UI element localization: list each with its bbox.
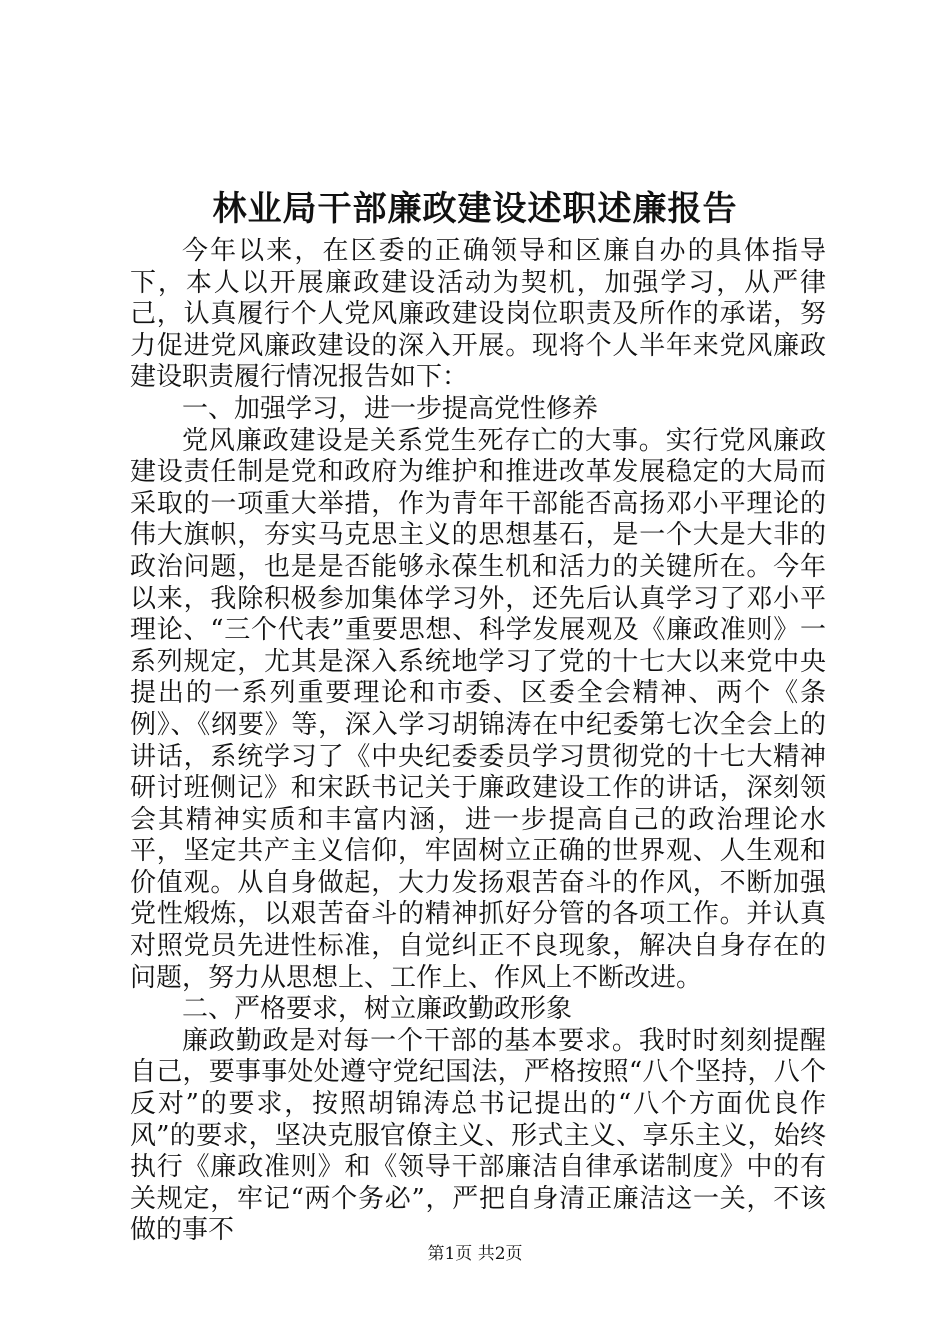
paragraph-intro: 今年以来，在区委的正确领导和区廉自办的具体指导下，本人以开展廉政建设活动为契机，加强学习，从严律己，认真履行个人党风廉政建设岗位职责及所作的承诺，努力促进党风廉政建设的深入开展。现将个人半年来党风廉政建设职责履行情况报告如下： <box>130 236 826 393</box>
page-number-footer: 第1页 共2页 <box>427 1244 523 1264</box>
document-title: 林业局干部廉政建设述职述廉报告 <box>212 189 738 229</box>
paragraph-section-2: 廉政勤政是对每一个干部的基本要求。我时时刻刻提醒自己，要事事处处遵守党纪国法，严格按照“八个坚持，八个反对”的要求，按照胡锦涛总书记提出的“八个方面优良作风”的要求，坚决克服官僚主义、形式主义、享乐主义，始终执行《廉政准则》和《领导干部廉洁自律承诺制度》中的有关规定，牢记“两个务必”，严把自身清正廉洁这一关，不该做的事不 <box>130 1025 826 1246</box>
section-heading-2: 二、严格要求，树立廉政勤政形象 <box>182 994 573 1025</box>
document-body <box>130 236 826 1247</box>
section-heading-1: 一、加强学习，进一步提高党性修养 <box>182 393 599 424</box>
paragraph-section-1: 党风廉政建设是关系党生死存亡的大事。实行党风廉政建设责任制是党和政府为维护和推进改革发展稳定的大局而采取的一项重大举措，作为青年干部能否高扬邓小平理论的伟大旗帜，夯实马克思主义的思想基石，是一个大是大非的政治问题，也是是否能够永葆生机和活力的关键所在。今年以来，我除积极参加集体学习外，还先后认真学习了邓小平理论、“三个代表”重要思想、科学发展观及《廉政准则》一系列规定，尤其是深入系统地学习了党的十七大以来党中央提出的一系列重要理论和市委、区委全会精神、两个《条例》、《纲要》等，深入学习胡锦涛在中纪委第七次全会上的讲话，系统学习了《中央纪委委员学习贯彻党的十七大精神研讨班侧记》和宋跃书记关于廉政建设工作的讲话，深刻领会其精神实质和丰富内涵，进一步提高自己的政治理论水平，坚定共产主义信仰，牢固树立正确的世界观、人生观和价值观。从自身做起，大力发扬艰苦奋斗的作风，不断加强党性煅炼，以艰苦奋斗的精神抓好分管的各项工作。并认真对照党员先进性标准，自觉纠正不良现象，解决自身存在的问题，努力从思想上、工作上、作风上不断改进。 <box>130 425 826 993</box>
